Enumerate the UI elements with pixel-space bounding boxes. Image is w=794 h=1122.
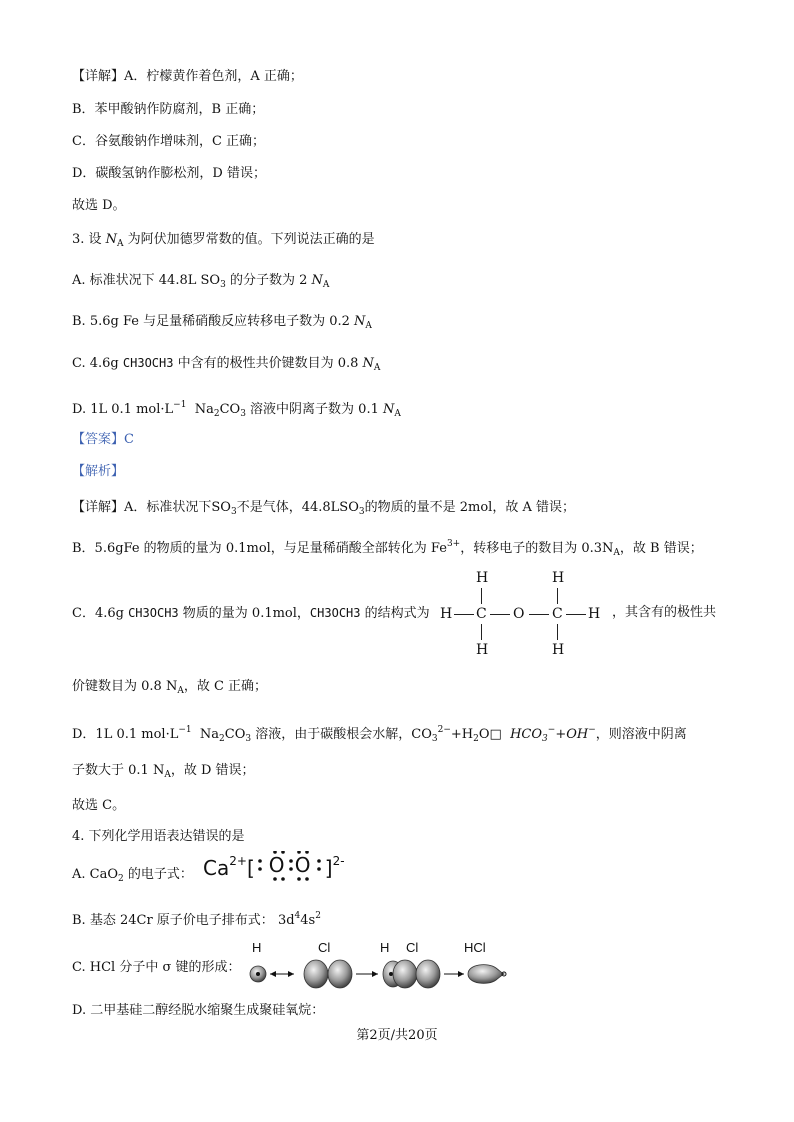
explain-line-b: B．苯甲酸钠作防腐剂，B 正确； (72, 102, 265, 117)
dimethyl-ether-structure (438, 566, 608, 662)
option-4c: C. HCl 分子中 σ 键的形成： (72, 960, 241, 975)
option-4d: D. 二甲基硅二醇经脱水缩聚生成聚硅氧烷： (72, 1003, 325, 1018)
detail-3d-cont: 子数大于 0.1 $N_A$，故 D 错误； (72, 763, 255, 780)
peroxide-dots (255, 855, 325, 879)
label-h2: H (380, 940, 390, 955)
atom-h-right: H (588, 606, 601, 622)
atom-h-top-left: H (476, 570, 489, 586)
option-3d: D. 1L 0.1 $mol\cdot L^{-1}$ $Na_2CO_3$ 溶液中阴离子数为 0.1 $N_A$ (72, 400, 401, 419)
atom-c-right: C (552, 606, 563, 622)
detail-3c-tail: ，其含有的极性共 (612, 605, 717, 620)
detail-3c-cont: 价键数目为 0.8 $N_A$，故 C 正确； (72, 679, 268, 696)
label-hcl: HCl (464, 940, 486, 955)
detail-3b: B．5.6gFe 的物质的量为 0.1mol，与足量稀硝酸全部转化为 $Fe^{3+}$，转移电子的数目为 $0.3N_A$，故 B 错误； (72, 539, 703, 558)
detail-3c: C．4.6g CH3OCH3 物质的量为 0.1mol，CH3OCH3 的结构式为 (72, 606, 430, 621)
answer-label: 【答案】C (72, 432, 134, 447)
oxygen-atom-1: O (268, 853, 285, 877)
option-4b: B. 基态 24Cr 原子价电子排布式： $3d^44s^2$ (72, 911, 321, 928)
detail-3d: D．1L 0.1 $mol\cdot L^{-1}$ $Na_2CO_3$ 溶液，由于碳酸根会水解，$CO_3^{2-}+H_2O□$ $HCO_3^-+OH^-$，则溶液中阴离 (72, 725, 687, 744)
atom-h-top-right: H (552, 570, 565, 586)
detail-3a: 【详解】A．标准状况下$SO_3$不是气体，$44.8LSO_3$的物质的量不是 2mol，故 A 错误； (72, 500, 575, 517)
atom-c-left: C (476, 606, 487, 622)
explain-line-c: C．谷氨酸钠作增味剂，C 正确； (72, 134, 266, 149)
label-cl2: Cl (406, 940, 419, 955)
explain-line-d: D．碳酸氢钠作膨松剂，D 错误； (72, 166, 266, 181)
option-3c: C. 4.6g CH3OCH3 中含有的极性共价键数目为 0.8 $N_A$ (72, 356, 381, 373)
explain-line-a: 【详解】A．柠檬黄作着色剂，A 正确； (72, 69, 303, 84)
option-4a: A. CaO$_2$ 的电子式： (72, 867, 193, 884)
option-3b: B. 5.6g Fe 与足量稀硝酸反应转移电子数为 0.2 $N_A$ (72, 314, 372, 331)
atom-o: O (513, 606, 525, 622)
option-3a: A. 标准状况下 44.8L $SO_3$ 的分子数为 2 $N_A$ (72, 273, 330, 290)
analysis-label: 【解析】 (72, 464, 125, 479)
explain-conclusion: 故选 D。 (72, 198, 126, 213)
label-h: H (252, 940, 262, 955)
label-cl: Cl (318, 940, 331, 955)
page-footer: 第2页/共20页 (356, 1028, 438, 1043)
cao2-electron-formula: $Ca^{2+}$[ O O ]$^{2-}$ (203, 854, 345, 880)
atom-h-bottom-right: H (552, 642, 565, 658)
question-4-stem: 4. 下列化学用语表达错误的是 (72, 829, 245, 844)
oxygen-atom-2: O (294, 853, 311, 877)
atom-h-bottom-left: H (476, 642, 489, 658)
detail-3-conclusion: 故选 C。 (72, 798, 126, 813)
question-3-stem: 3. 设 $N_A$ 为阿伏加德罗常数的值。下列说法正确的是 (72, 232, 375, 249)
atom-h-left: H (440, 606, 453, 622)
